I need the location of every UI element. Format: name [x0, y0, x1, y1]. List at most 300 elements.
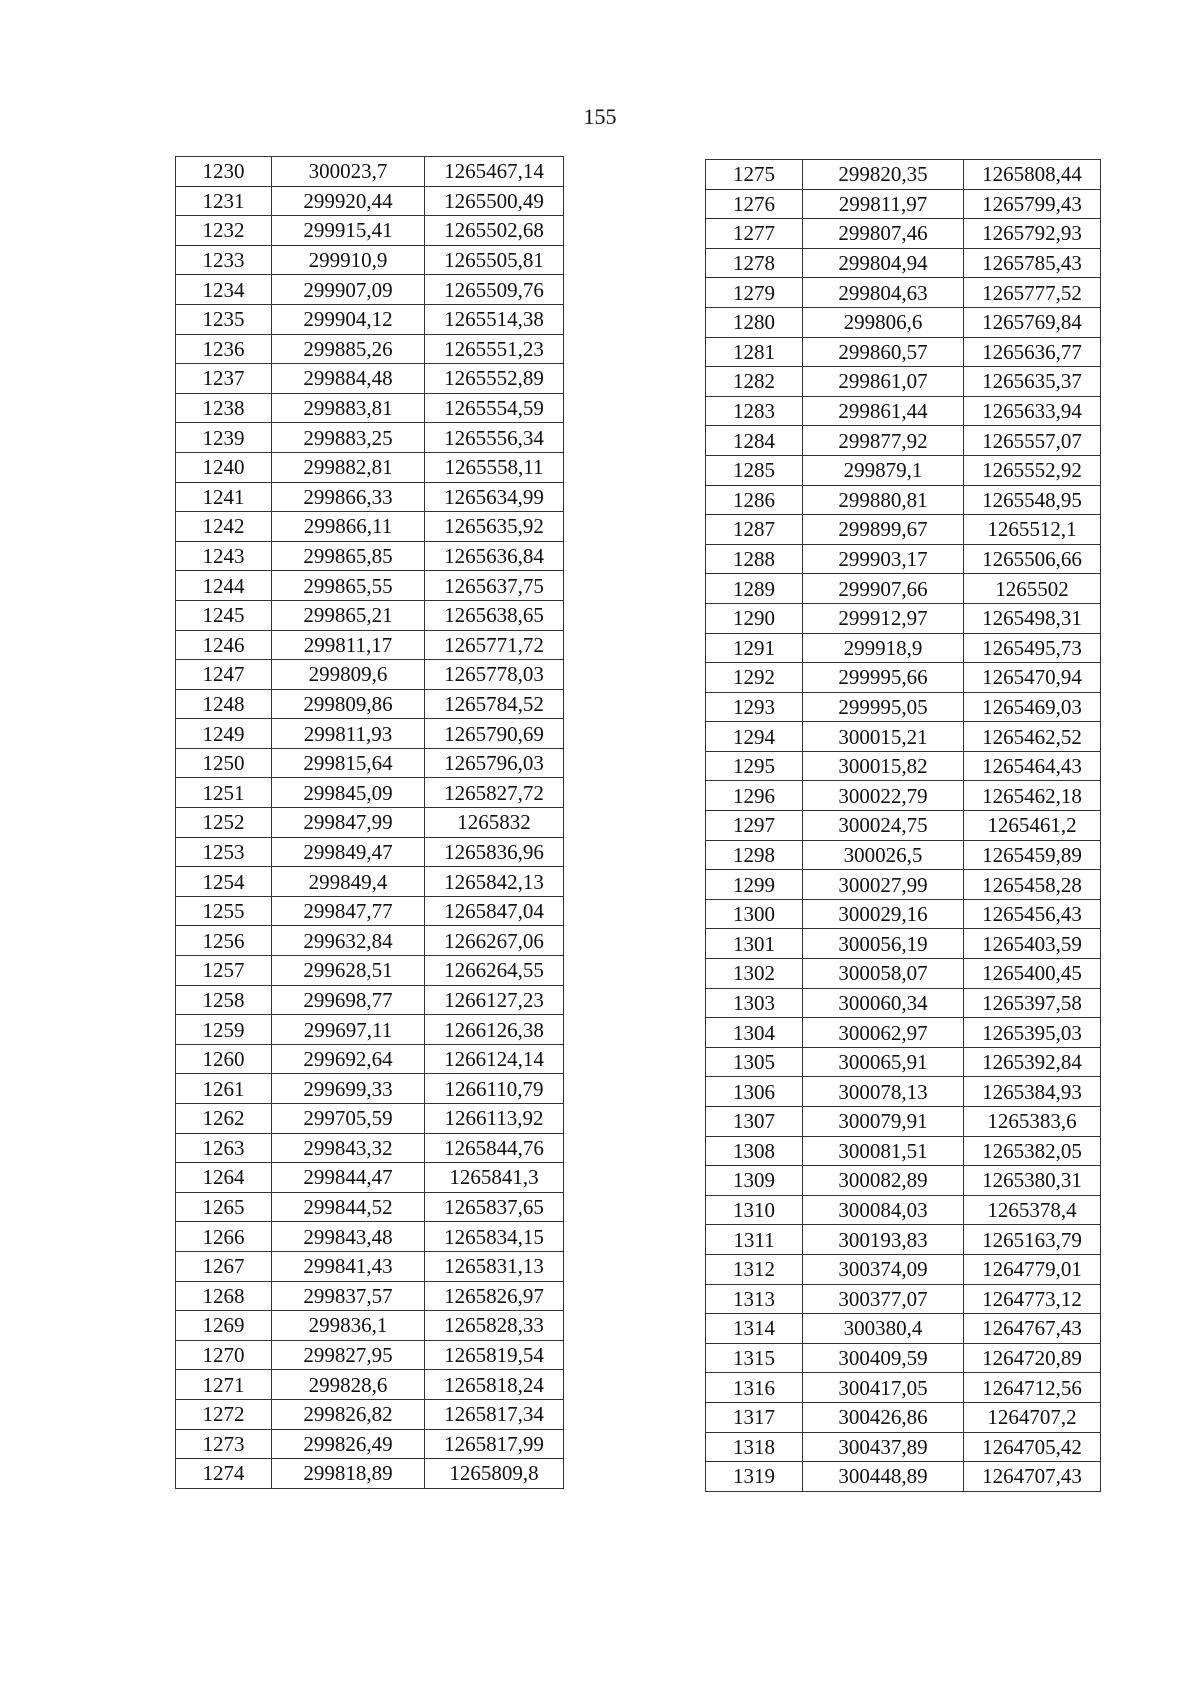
point-number-cell: 1280: [706, 307, 803, 337]
y-coordinate-cell: 1265558,11: [425, 452, 564, 482]
point-number-cell: 1283: [706, 396, 803, 426]
x-coordinate-cell: 299820,35: [803, 160, 964, 190]
table-row: [706, 959, 1101, 989]
point-number-cell: 1239: [176, 423, 272, 453]
y-coordinate-cell: 1264779,01: [964, 1254, 1101, 1284]
x-coordinate-cell: 299920,44: [272, 186, 425, 216]
table-row: [706, 544, 1101, 574]
x-coordinate-cell: 300027,99: [803, 870, 964, 900]
y-coordinate-cell: 1265400,45: [964, 959, 1101, 989]
y-coordinate-cell: 1265469,03: [964, 692, 1101, 722]
y-coordinate-cell: 1265505,81: [425, 245, 564, 275]
point-number-cell: 1266: [176, 1222, 272, 1252]
point-number-cell: 1294: [706, 722, 803, 752]
point-number-cell: 1279: [706, 278, 803, 308]
x-coordinate-cell: 299847,77: [272, 896, 425, 926]
x-coordinate-cell: 299995,05: [803, 692, 964, 722]
point-number-cell: 1240: [176, 452, 272, 482]
y-coordinate-cell: 1264705,42: [964, 1432, 1101, 1462]
table-row: [706, 1314, 1101, 1344]
y-coordinate-cell: 1265464,43: [964, 751, 1101, 781]
x-coordinate-cell: 299903,17: [803, 544, 964, 574]
x-coordinate-cell: 300081,51: [803, 1136, 964, 1166]
point-number-cell: 1284: [706, 426, 803, 456]
y-coordinate-cell: 1266126,38: [425, 1015, 564, 1045]
point-number-cell: 1237: [176, 364, 272, 394]
point-number-cell: 1276: [706, 189, 803, 219]
y-coordinate-cell: 1265826,97: [425, 1281, 564, 1311]
table-row: [176, 1192, 564, 1222]
table-row: [706, 1077, 1101, 1107]
point-number-cell: 1231: [176, 186, 272, 216]
x-coordinate-cell: 300417,05: [803, 1373, 964, 1403]
point-number-cell: 1243: [176, 541, 272, 571]
x-coordinate-cell: 299849,47: [272, 837, 425, 867]
table-row: [706, 1107, 1101, 1137]
point-number-cell: 1278: [706, 248, 803, 278]
y-coordinate-cell: 1264712,56: [964, 1373, 1101, 1403]
table-row: [706, 840, 1101, 870]
point-number-cell: 1244: [176, 571, 272, 601]
x-coordinate-cell: 299861,44: [803, 396, 964, 426]
y-coordinate-cell: 1265395,03: [964, 1018, 1101, 1048]
table-row: [176, 926, 564, 956]
table-row: [176, 1311, 564, 1341]
y-coordinate-cell: 1264773,12: [964, 1284, 1101, 1314]
point-number-cell: 1306: [706, 1077, 803, 1107]
table-row: [706, 722, 1101, 752]
point-number-cell: 1289: [706, 574, 803, 604]
point-number-cell: 1246: [176, 630, 272, 660]
table-row: [706, 692, 1101, 722]
y-coordinate-cell: 1265470,94: [964, 663, 1101, 693]
y-coordinate-cell: 1265403,59: [964, 929, 1101, 959]
point-number-cell: 1263: [176, 1133, 272, 1163]
y-coordinate-cell: 1265397,58: [964, 988, 1101, 1018]
table-row: [706, 929, 1101, 959]
table-row: [176, 157, 564, 187]
y-coordinate-cell: 1266124,14: [425, 1044, 564, 1074]
table-row: [176, 837, 564, 867]
y-coordinate-cell: 1265552,89: [425, 364, 564, 394]
y-coordinate-cell: 1265163,79: [964, 1225, 1101, 1255]
y-coordinate-cell: 1265392,84: [964, 1047, 1101, 1077]
table-row: [176, 1281, 564, 1311]
point-number-cell: 1303: [706, 988, 803, 1018]
table-row: [706, 248, 1101, 278]
x-coordinate-cell: 299841,43: [272, 1251, 425, 1281]
y-coordinate-cell: 1265382,05: [964, 1136, 1101, 1166]
point-number-cell: 1269: [176, 1311, 272, 1341]
y-coordinate-cell: 1265636,84: [425, 541, 564, 571]
x-coordinate-cell: 300022,79: [803, 781, 964, 811]
y-coordinate-cell: 1265514,38: [425, 304, 564, 334]
y-coordinate-cell: 1265462,52: [964, 722, 1101, 752]
x-coordinate-cell: 299811,97: [803, 189, 964, 219]
x-coordinate-cell: 299843,32: [272, 1133, 425, 1163]
x-coordinate-cell: 300058,07: [803, 959, 964, 989]
point-number-cell: 1305: [706, 1047, 803, 1077]
y-coordinate-cell: 1265554,59: [425, 393, 564, 423]
table-row: [176, 1104, 564, 1134]
x-coordinate-cell: 299628,51: [272, 956, 425, 986]
table-row: [176, 1399, 564, 1429]
table-row: [706, 1343, 1101, 1373]
point-number-cell: 1270: [176, 1340, 272, 1370]
y-coordinate-cell: 1265832: [425, 808, 564, 838]
point-number-cell: 1297: [706, 811, 803, 841]
x-coordinate-cell: 299811,93: [272, 719, 425, 749]
table-row: [176, 571, 564, 601]
x-coordinate-cell: 299826,49: [272, 1429, 425, 1459]
table-row: [176, 186, 564, 216]
table-row: [706, 160, 1101, 190]
y-coordinate-cell: 1265548,95: [964, 485, 1101, 515]
x-coordinate-cell: 299884,48: [272, 364, 425, 394]
table-row: [706, 367, 1101, 397]
table-row: [176, 364, 564, 394]
point-number-cell: 1317: [706, 1402, 803, 1432]
x-coordinate-cell: 300374,09: [803, 1254, 964, 1284]
x-coordinate-cell: 299692,64: [272, 1044, 425, 1074]
table-row: [706, 1402, 1101, 1432]
point-number-cell: 1286: [706, 485, 803, 515]
y-coordinate-cell: 1265509,76: [425, 275, 564, 305]
table-row: [176, 423, 564, 453]
point-number-cell: 1304: [706, 1018, 803, 1048]
y-coordinate-cell: 1265495,73: [964, 633, 1101, 663]
point-number-cell: 1267: [176, 1251, 272, 1281]
y-coordinate-cell: 1265778,03: [425, 660, 564, 690]
point-number-cell: 1242: [176, 512, 272, 542]
x-coordinate-cell: 299866,11: [272, 512, 425, 542]
table-row: [176, 896, 564, 926]
y-coordinate-cell: 1265461,2: [964, 811, 1101, 841]
y-coordinate-cell: 1264707,43: [964, 1462, 1101, 1492]
y-coordinate-cell: 1265378,4: [964, 1195, 1101, 1225]
point-number-cell: 1236: [176, 334, 272, 364]
point-number-cell: 1255: [176, 896, 272, 926]
point-number-cell: 1250: [176, 748, 272, 778]
y-coordinate-cell: 1265844,76: [425, 1133, 564, 1163]
coordinates-table-left: [175, 156, 564, 1489]
point-number-cell: 1315: [706, 1343, 803, 1373]
point-number-cell: 1265: [176, 1192, 272, 1222]
table-row: [176, 719, 564, 749]
x-coordinate-cell: 300437,89: [803, 1432, 964, 1462]
point-number-cell: 1258: [176, 985, 272, 1015]
table-row: [706, 278, 1101, 308]
x-coordinate-cell: 299918,9: [803, 633, 964, 663]
y-coordinate-cell: 1265831,13: [425, 1251, 564, 1281]
point-number-cell: 1302: [706, 959, 803, 989]
point-number-cell: 1291: [706, 633, 803, 663]
x-coordinate-cell: 299880,81: [803, 485, 964, 515]
point-number-cell: 1259: [176, 1015, 272, 1045]
x-coordinate-cell: 299809,86: [272, 689, 425, 719]
x-coordinate-cell: 300426,86: [803, 1402, 964, 1432]
table-row: [176, 1133, 564, 1163]
point-number-cell: 1282: [706, 367, 803, 397]
table-row: [176, 541, 564, 571]
y-coordinate-cell: 1265456,43: [964, 899, 1101, 929]
y-coordinate-cell: 1265633,94: [964, 396, 1101, 426]
y-coordinate-cell: 1265380,31: [964, 1166, 1101, 1196]
x-coordinate-cell: 300024,75: [803, 811, 964, 841]
table-row: [176, 1222, 564, 1252]
point-number-cell: 1268: [176, 1281, 272, 1311]
y-coordinate-cell: 1266127,23: [425, 985, 564, 1015]
x-coordinate-cell: 299879,1: [803, 455, 964, 485]
point-number-cell: 1277: [706, 219, 803, 249]
coordinates-table-right: [705, 159, 1101, 1492]
table-row: [706, 574, 1101, 604]
x-coordinate-cell: 300023,7: [272, 157, 425, 187]
x-coordinate-cell: 300015,21: [803, 722, 964, 752]
y-coordinate-cell: 1265841,3: [425, 1163, 564, 1193]
point-number-cell: 1318: [706, 1432, 803, 1462]
y-coordinate-cell: 1265458,28: [964, 870, 1101, 900]
x-coordinate-cell: 299877,92: [803, 426, 964, 456]
point-number-cell: 1275: [706, 160, 803, 190]
point-number-cell: 1307: [706, 1107, 803, 1137]
y-coordinate-cell: 1264767,43: [964, 1314, 1101, 1344]
point-number-cell: 1298: [706, 840, 803, 870]
point-number-cell: 1296: [706, 781, 803, 811]
table-row: [176, 482, 564, 512]
y-coordinate-cell: 1265384,93: [964, 1077, 1101, 1107]
table-row: [176, 630, 564, 660]
y-coordinate-cell: 1265819,54: [425, 1340, 564, 1370]
x-coordinate-cell: 299836,1: [272, 1311, 425, 1341]
table-row: [176, 1459, 564, 1489]
x-coordinate-cell: 300084,03: [803, 1195, 964, 1225]
table-row: [706, 1432, 1101, 1462]
point-number-cell: 1299: [706, 870, 803, 900]
y-coordinate-cell: 1266110,79: [425, 1074, 564, 1104]
x-coordinate-cell: 299915,41: [272, 216, 425, 246]
y-coordinate-cell: 1265557,07: [964, 426, 1101, 456]
point-number-cell: 1309: [706, 1166, 803, 1196]
point-number-cell: 1238: [176, 393, 272, 423]
point-number-cell: 1256: [176, 926, 272, 956]
x-coordinate-cell: 299844,47: [272, 1163, 425, 1193]
x-coordinate-cell: 299883,25: [272, 423, 425, 453]
point-number-cell: 1295: [706, 751, 803, 781]
point-number-cell: 1247: [176, 660, 272, 690]
point-number-cell: 1241: [176, 482, 272, 512]
table-row: [176, 452, 564, 482]
y-coordinate-cell: 1265512,1: [964, 515, 1101, 545]
y-coordinate-cell: 1265500,49: [425, 186, 564, 216]
x-coordinate-cell: 299885,26: [272, 334, 425, 364]
x-coordinate-cell: 299865,21: [272, 600, 425, 630]
point-number-cell: 1288: [706, 544, 803, 574]
table-row: [176, 1340, 564, 1370]
x-coordinate-cell: 299826,82: [272, 1399, 425, 1429]
x-coordinate-cell: 300448,89: [803, 1462, 964, 1492]
x-coordinate-cell: 299698,77: [272, 985, 425, 1015]
page-number: 155: [583, 104, 617, 129]
table-row: [176, 1429, 564, 1459]
x-coordinate-cell: 300078,13: [803, 1077, 964, 1107]
y-coordinate-cell: 1265771,72: [425, 630, 564, 660]
x-coordinate-cell: 299899,67: [803, 515, 964, 545]
x-coordinate-cell: 299907,09: [272, 275, 425, 305]
table-row: [176, 1015, 564, 1045]
x-coordinate-cell: 300065,91: [803, 1047, 964, 1077]
point-number-cell: 1248: [176, 689, 272, 719]
point-number-cell: 1271: [176, 1370, 272, 1400]
x-coordinate-cell: 299697,11: [272, 1015, 425, 1045]
y-coordinate-cell: 1265502: [964, 574, 1101, 604]
table-row: [176, 689, 564, 719]
table-row: [706, 1462, 1101, 1492]
table-row: [176, 1163, 564, 1193]
point-number-cell: 1272: [176, 1399, 272, 1429]
x-coordinate-cell: 299811,17: [272, 630, 425, 660]
point-number-cell: 1260: [176, 1044, 272, 1074]
point-number-cell: 1245: [176, 600, 272, 630]
y-coordinate-cell: 1265792,93: [964, 219, 1101, 249]
table-row: [176, 512, 564, 542]
x-coordinate-cell: 300060,34: [803, 988, 964, 1018]
point-number-cell: 1310: [706, 1195, 803, 1225]
point-number-cell: 1319: [706, 1462, 803, 1492]
point-number-cell: 1312: [706, 1254, 803, 1284]
table-row: [706, 1373, 1101, 1403]
x-coordinate-cell: 299995,66: [803, 663, 964, 693]
table-row: [176, 778, 564, 808]
x-coordinate-cell: 300026,5: [803, 840, 964, 870]
y-coordinate-cell: 1265556,34: [425, 423, 564, 453]
y-coordinate-cell: 1265809,8: [425, 1459, 564, 1489]
x-coordinate-cell: 300082,89: [803, 1166, 964, 1196]
x-coordinate-cell: 300029,16: [803, 899, 964, 929]
table-row: [706, 1284, 1101, 1314]
point-number-cell: 1230: [176, 157, 272, 187]
y-coordinate-cell: 1265635,92: [425, 512, 564, 542]
point-number-cell: 1264: [176, 1163, 272, 1193]
y-coordinate-cell: 1266264,55: [425, 956, 564, 986]
x-coordinate-cell: 300079,91: [803, 1107, 964, 1137]
point-number-cell: 1285: [706, 455, 803, 485]
y-coordinate-cell: 1265459,89: [964, 840, 1101, 870]
y-coordinate-cell: 1264720,89: [964, 1343, 1101, 1373]
point-number-cell: 1308: [706, 1136, 803, 1166]
point-number-cell: 1281: [706, 337, 803, 367]
table-row: [706, 751, 1101, 781]
point-number-cell: 1273: [176, 1429, 272, 1459]
x-coordinate-cell: 299866,33: [272, 482, 425, 512]
x-coordinate-cell: 299865,85: [272, 541, 425, 571]
y-coordinate-cell: 1265796,03: [425, 748, 564, 778]
point-number-cell: 1254: [176, 867, 272, 897]
table-row: [176, 334, 564, 364]
x-coordinate-cell: 299809,6: [272, 660, 425, 690]
y-coordinate-cell: 1265827,72: [425, 778, 564, 808]
x-coordinate-cell: 299847,99: [272, 808, 425, 838]
table-row: [706, 1254, 1101, 1284]
x-coordinate-cell: 299861,07: [803, 367, 964, 397]
y-coordinate-cell: 1265847,04: [425, 896, 564, 926]
table-row: [706, 663, 1101, 693]
table-row: [176, 867, 564, 897]
x-coordinate-cell: 299632,84: [272, 926, 425, 956]
point-number-cell: 1301: [706, 929, 803, 959]
x-coordinate-cell: 299699,33: [272, 1074, 425, 1104]
point-number-cell: 1234: [176, 275, 272, 305]
y-coordinate-cell: 1265506,66: [964, 544, 1101, 574]
table-row: [706, 515, 1101, 545]
table-row: [176, 956, 564, 986]
y-coordinate-cell: 1265777,52: [964, 278, 1101, 308]
table-row: [176, 1370, 564, 1400]
y-coordinate-cell: 1265828,33: [425, 1311, 564, 1341]
table-row: [706, 781, 1101, 811]
y-coordinate-cell: 1265502,68: [425, 216, 564, 246]
table-row: [706, 988, 1101, 1018]
x-coordinate-cell: 299912,97: [803, 603, 964, 633]
y-coordinate-cell: 1265817,34: [425, 1399, 564, 1429]
table-row: [176, 393, 564, 423]
x-coordinate-cell: 299806,6: [803, 307, 964, 337]
x-coordinate-cell: 299849,4: [272, 867, 425, 897]
x-coordinate-cell: 299845,09: [272, 778, 425, 808]
x-coordinate-cell: 299828,6: [272, 1370, 425, 1400]
x-coordinate-cell: 299883,81: [272, 393, 425, 423]
table-row: [176, 808, 564, 838]
table-row: [176, 275, 564, 305]
y-coordinate-cell: 1265636,77: [964, 337, 1101, 367]
x-coordinate-cell: 300015,82: [803, 751, 964, 781]
point-number-cell: 1257: [176, 956, 272, 986]
point-number-cell: 1274: [176, 1459, 272, 1489]
table-row: [176, 1044, 564, 1074]
y-coordinate-cell: 1265462,18: [964, 781, 1101, 811]
x-coordinate-cell: 299818,89: [272, 1459, 425, 1489]
table-row: [706, 455, 1101, 485]
x-coordinate-cell: 299815,64: [272, 748, 425, 778]
x-coordinate-cell: 299865,55: [272, 571, 425, 601]
table-row: [706, 307, 1101, 337]
point-number-cell: 1316: [706, 1373, 803, 1403]
y-coordinate-cell: 1265635,37: [964, 367, 1101, 397]
point-number-cell: 1311: [706, 1225, 803, 1255]
table-row: [176, 245, 564, 275]
x-coordinate-cell: 300377,07: [803, 1284, 964, 1314]
point-number-cell: 1253: [176, 837, 272, 867]
point-number-cell: 1313: [706, 1284, 803, 1314]
table-row: [176, 1074, 564, 1104]
table-row: [706, 1018, 1101, 1048]
point-number-cell: 1300: [706, 899, 803, 929]
point-number-cell: 1261: [176, 1074, 272, 1104]
point-number-cell: 1292: [706, 663, 803, 693]
y-coordinate-cell: 1265634,99: [425, 482, 564, 512]
y-coordinate-cell: 1265638,65: [425, 600, 564, 630]
table-row: [706, 633, 1101, 663]
table-row: [176, 304, 564, 334]
table-row: [176, 600, 564, 630]
table-row: [706, 1166, 1101, 1196]
y-coordinate-cell: 1265383,6: [964, 1107, 1101, 1137]
y-coordinate-cell: 1265467,14: [425, 157, 564, 187]
x-coordinate-cell: 299807,46: [803, 219, 964, 249]
table-row: [176, 1251, 564, 1281]
table-row: [706, 396, 1101, 426]
x-coordinate-cell: 300056,19: [803, 929, 964, 959]
